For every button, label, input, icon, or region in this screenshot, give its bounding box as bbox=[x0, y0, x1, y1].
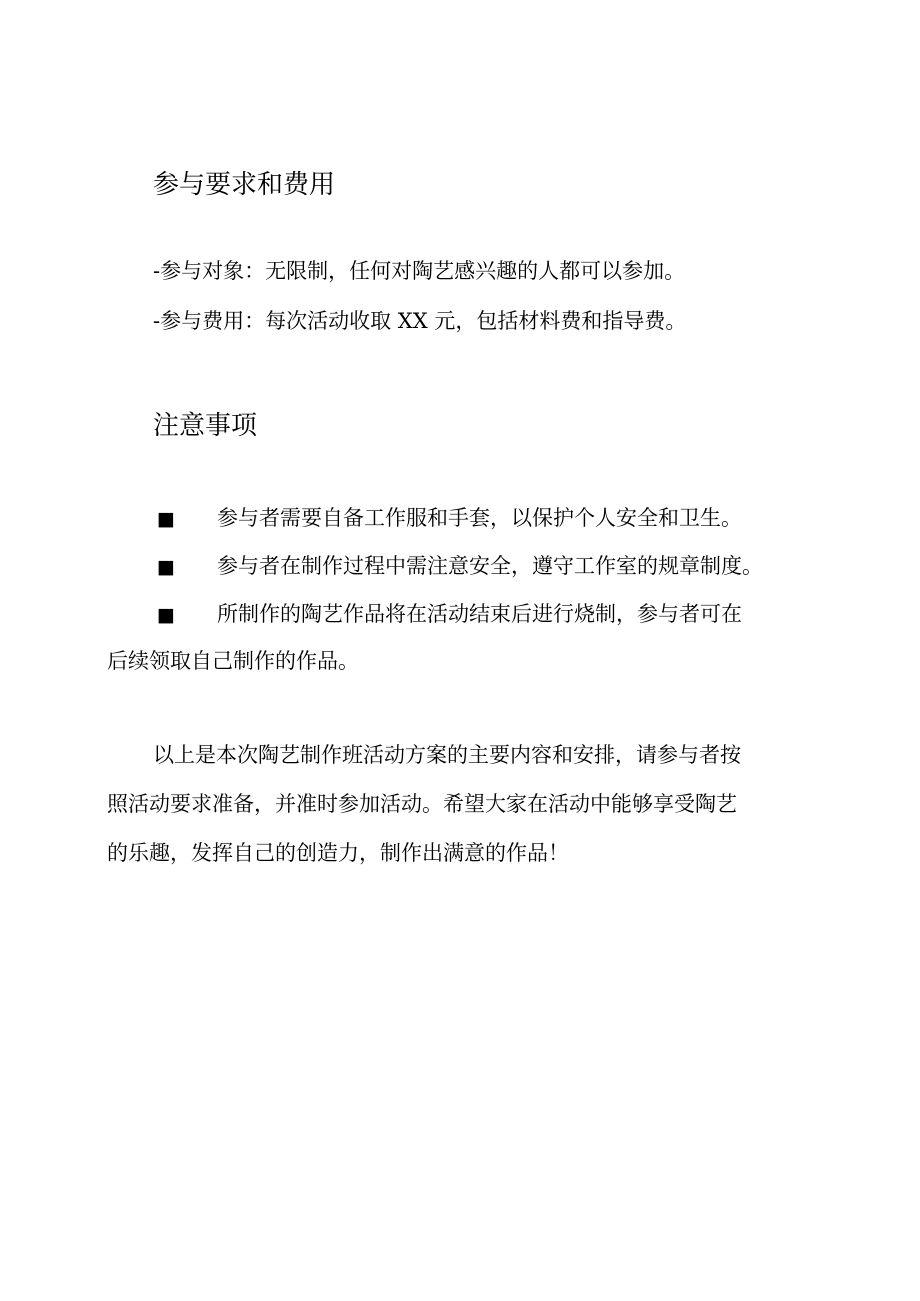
closing-paragraph-line: 以上是本次陶艺制作班活动方案的主要内容和安排，请参与者按 bbox=[153, 743, 741, 767]
square-bullet-icon: ■ bbox=[157, 604, 175, 626]
participation-fee: -参与费用：每次活动收取 XX 元，包括材料费和指导费。 bbox=[153, 309, 687, 333]
note-text: 所制作的陶艺作品将在活动结束后进行烧制，参与者可在 bbox=[217, 602, 742, 626]
square-bullet-icon: ■ bbox=[157, 556, 175, 578]
participant-requirement: -参与对象：无限制，任何对陶艺感兴趣的人都可以参加。 bbox=[153, 259, 686, 283]
notes-heading: 注意事项 bbox=[153, 411, 258, 441]
note-text: 参与者在制作过程中需注意安全，遵守工作室的规章制度。 bbox=[217, 554, 763, 578]
note-item bbox=[157, 503, 857, 534]
closing-paragraph-line: 的乐趣，发挥自己的创造力，制作出满意的作品！ bbox=[107, 841, 569, 865]
requirements-heading: 参与要求和费用 bbox=[153, 170, 336, 200]
note-text-continuation: 后续领取自己制作的作品。 bbox=[107, 649, 359, 673]
closing-paragraph-line: 照活动要求准备，并准时参加活动。希望大家在活动中能够享受陶艺 bbox=[107, 792, 737, 816]
note-item bbox=[157, 599, 857, 630]
note-item bbox=[157, 551, 857, 582]
note-text: 参与者需要自备工作服和手套，以保护个人安全和卫生。 bbox=[217, 506, 742, 530]
square-bullet-icon: ■ bbox=[157, 508, 175, 530]
